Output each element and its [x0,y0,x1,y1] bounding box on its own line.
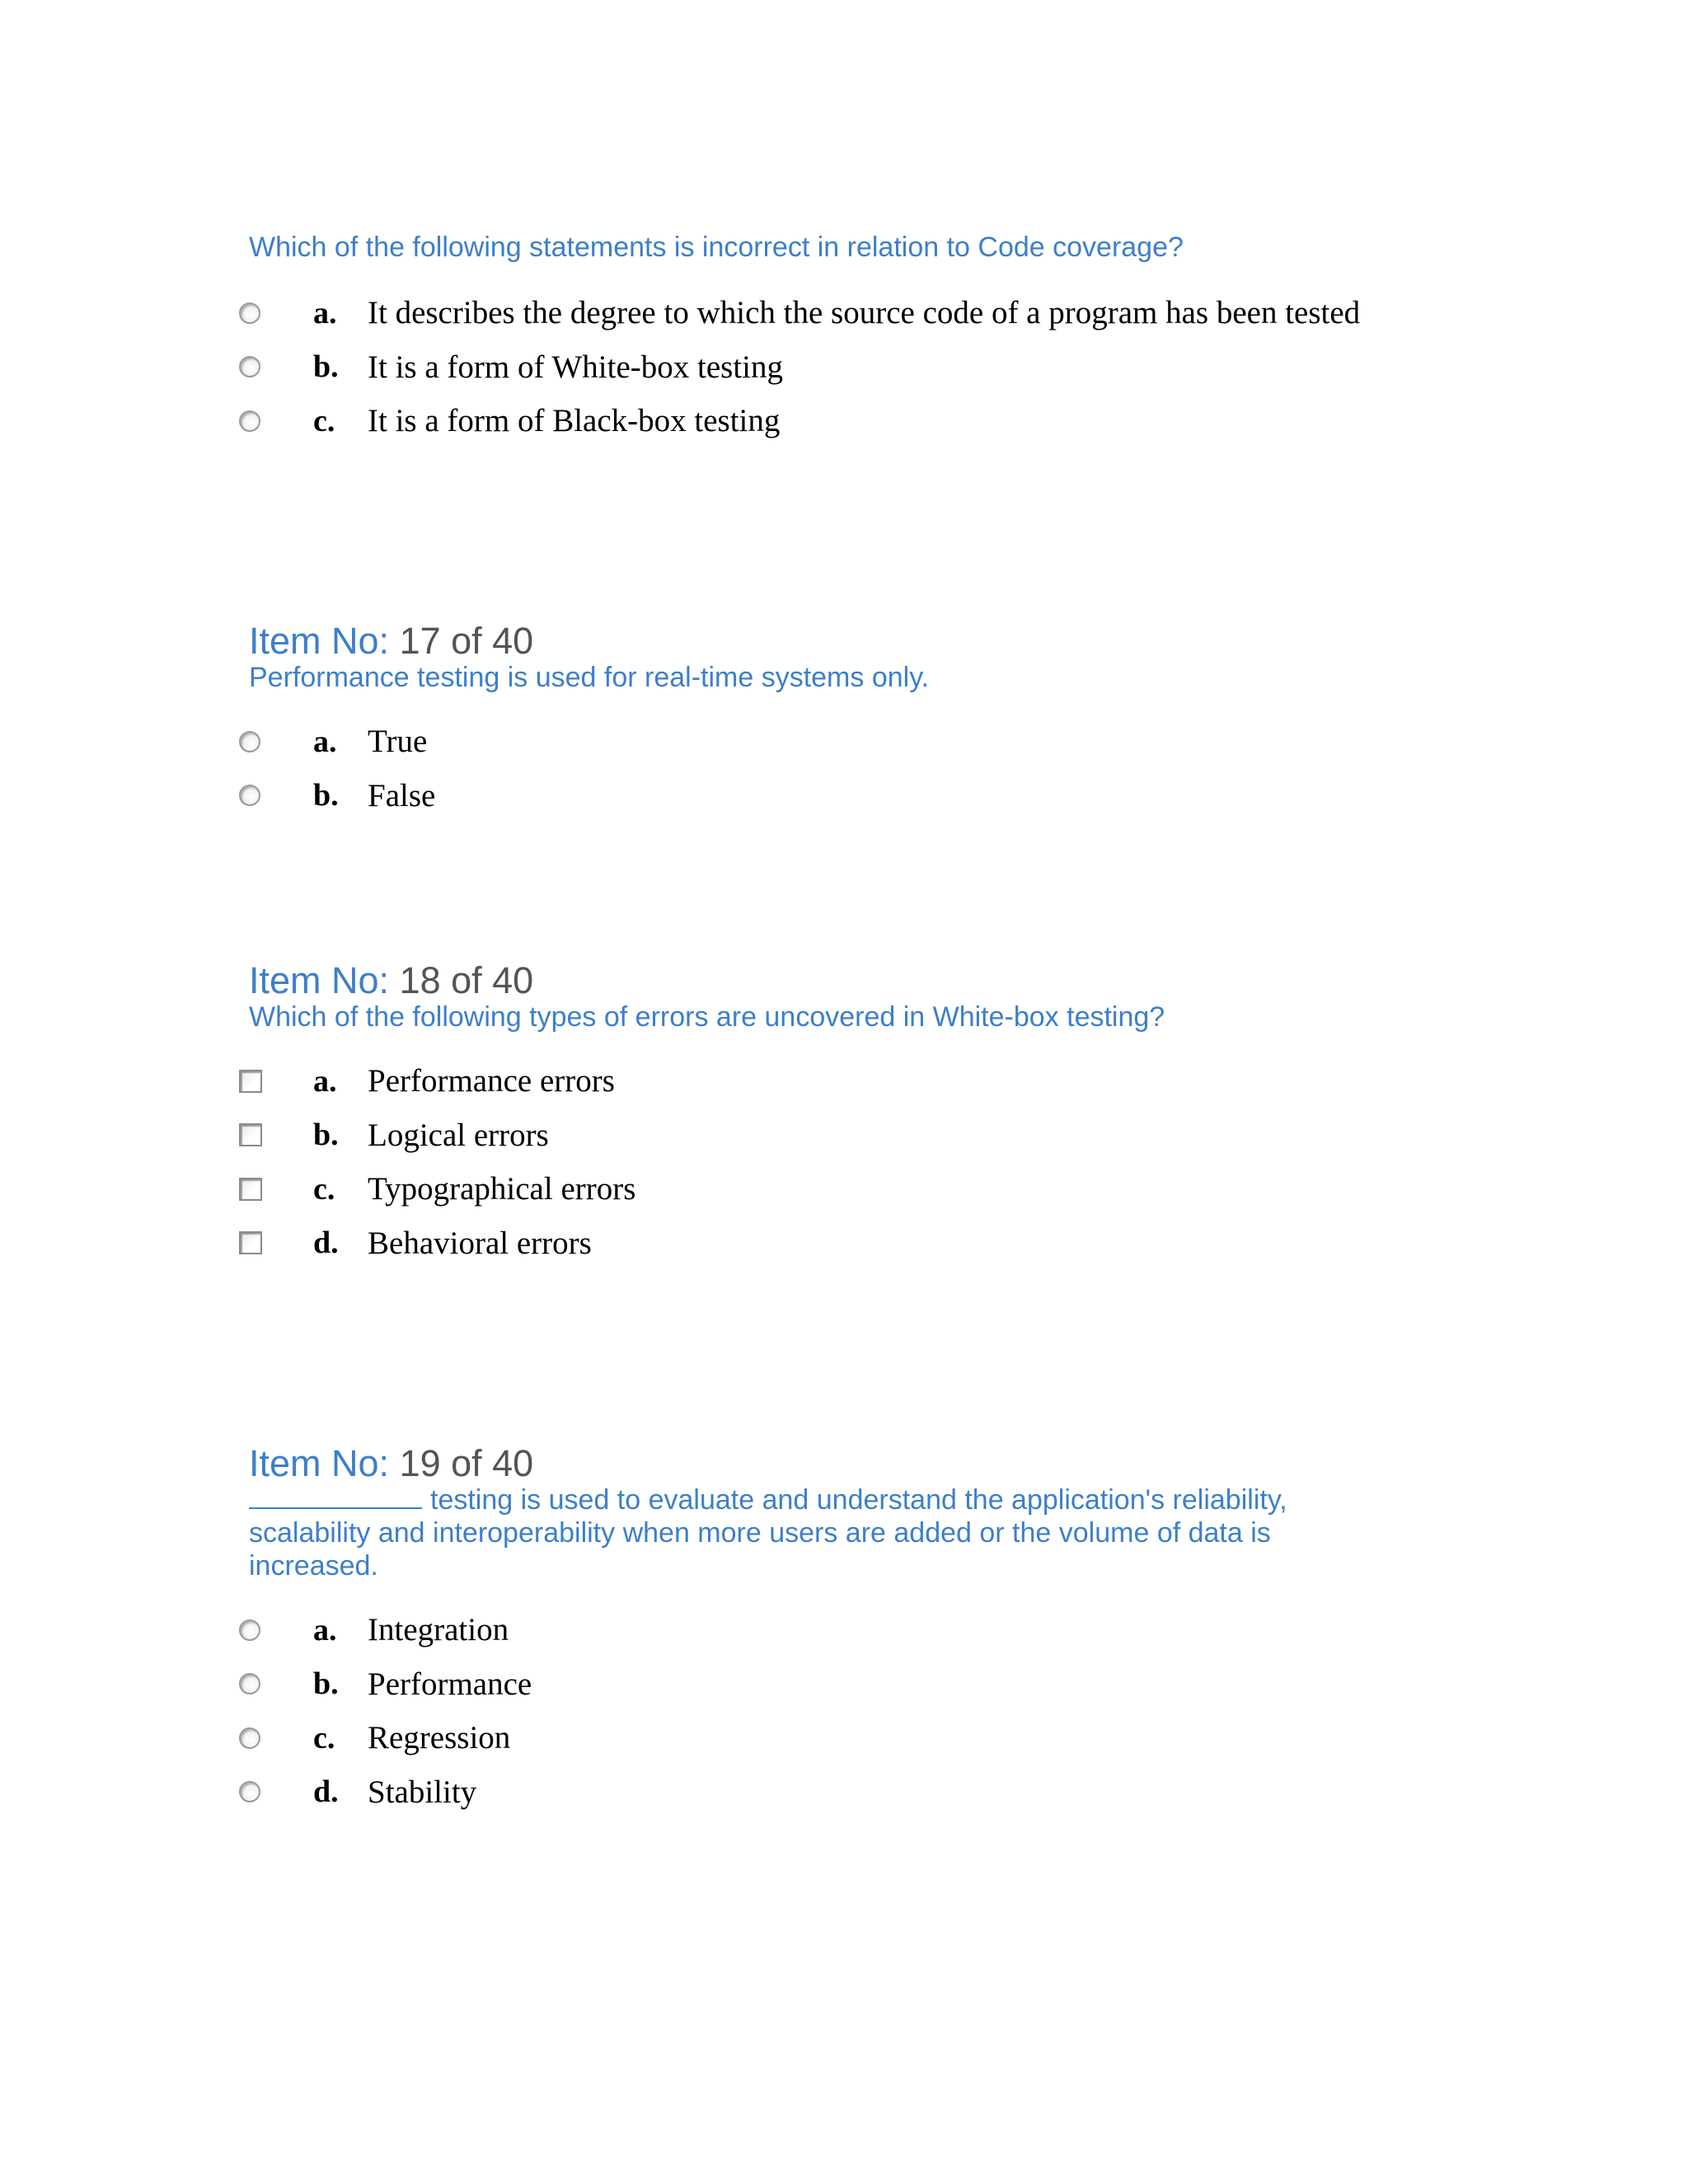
checkbox[interactable] [239,1123,262,1146]
option-letter: a. [313,1063,337,1099]
answer-option[interactable] [249,1108,1444,1163]
radio-button[interactable] [239,1619,260,1641]
item-label: Item No: [249,620,390,662]
option-letter: a. [313,724,337,759]
radio-button[interactable] [239,785,260,806]
option-letter: b. [313,1666,339,1702]
option-text: Performance [368,1666,532,1702]
fill-in-blank [249,1507,422,1509]
answer-options [249,1603,1444,1819]
question-16 [249,231,1444,448]
option-text: Regression [368,1720,511,1756]
radio-button[interactable] [239,356,260,377]
question-prompt [249,1483,1345,1582]
answer-option[interactable] [249,1054,1444,1108]
item-count: 18 of 40 [399,959,534,1001]
radio-button[interactable] [239,302,260,324]
question-prompt: Which of the following types of errors are uncovered in White-box testing? [249,1001,1165,1033]
option-text: Logical errors [368,1117,549,1153]
option-letter: b. [313,1118,339,1153]
radio-button[interactable] [239,1673,260,1694]
item-heading [249,621,1444,661]
checkbox[interactable] [239,1231,262,1254]
option-letter: a. [313,295,337,330]
answer-option[interactable] [249,715,1444,769]
option-text: It describes the degree to which the source code of a program has been tested [368,295,1361,331]
answer-options [249,286,1444,448]
option-text: Typographical errors [368,1171,636,1207]
option-text: Performance errors [368,1063,615,1099]
option-letter: d. [313,1774,339,1810]
answer-option[interactable] [249,394,1444,448]
option-text: Integration [368,1612,509,1648]
answer-option[interactable] [249,1765,1444,1820]
option-text: It is a form of Black-box testing [368,403,781,439]
question-19 [249,1444,1444,1819]
option-letter: c. [313,1720,335,1755]
answer-option[interactable] [249,1603,1444,1657]
answer-options [249,1054,1444,1270]
checkbox[interactable] [239,1070,262,1093]
option-text: Stability [368,1774,477,1810]
item-count: 17 of 40 [399,620,534,662]
radio-button[interactable] [239,1727,260,1749]
question-18 [249,961,1444,1270]
item-label: Item No: [249,959,390,1001]
item-count: 19 of 40 [399,1442,534,1484]
option-text: It is a form of White-box testing [368,349,784,385]
answer-option[interactable] [249,1657,1444,1712]
option-letter: b. [313,349,339,385]
radio-button[interactable] [239,410,260,432]
option-text: True [368,724,428,760]
option-letter: a. [313,1612,337,1647]
option-letter: d. [313,1226,339,1261]
item-label: Item No: [249,1442,390,1484]
item-heading [249,1444,1444,1483]
answer-option[interactable] [249,286,1444,340]
option-letter: c. [313,403,335,438]
answer-option[interactable] [249,1711,1444,1765]
answer-option[interactable] [249,1216,1444,1271]
option-text: False [368,777,436,813]
checkbox[interactable] [239,1178,262,1201]
answer-option[interactable] [249,340,1444,395]
question-17 [249,621,1444,823]
option-letter: b. [313,778,339,813]
option-letter: c. [313,1171,335,1207]
radio-button[interactable] [239,1781,260,1802]
radio-button[interactable] [239,731,260,752]
question-prompt-text: testing is used to evaluate and understand the application's reliability, scalability and interoperability when more users are added or the volume of data is increased. [249,1484,1287,1582]
answer-options [249,715,1444,823]
answer-option[interactable] [249,1162,1444,1216]
question-prompt: Performance testing is used for real-time systems only. [249,662,930,693]
question-prompt: Which of the following statements is incorrect in relation to Code coverage? [249,232,1184,263]
answer-option[interactable] [249,769,1444,823]
option-text: Behavioral errors [368,1225,592,1261]
item-heading [249,961,1444,1001]
